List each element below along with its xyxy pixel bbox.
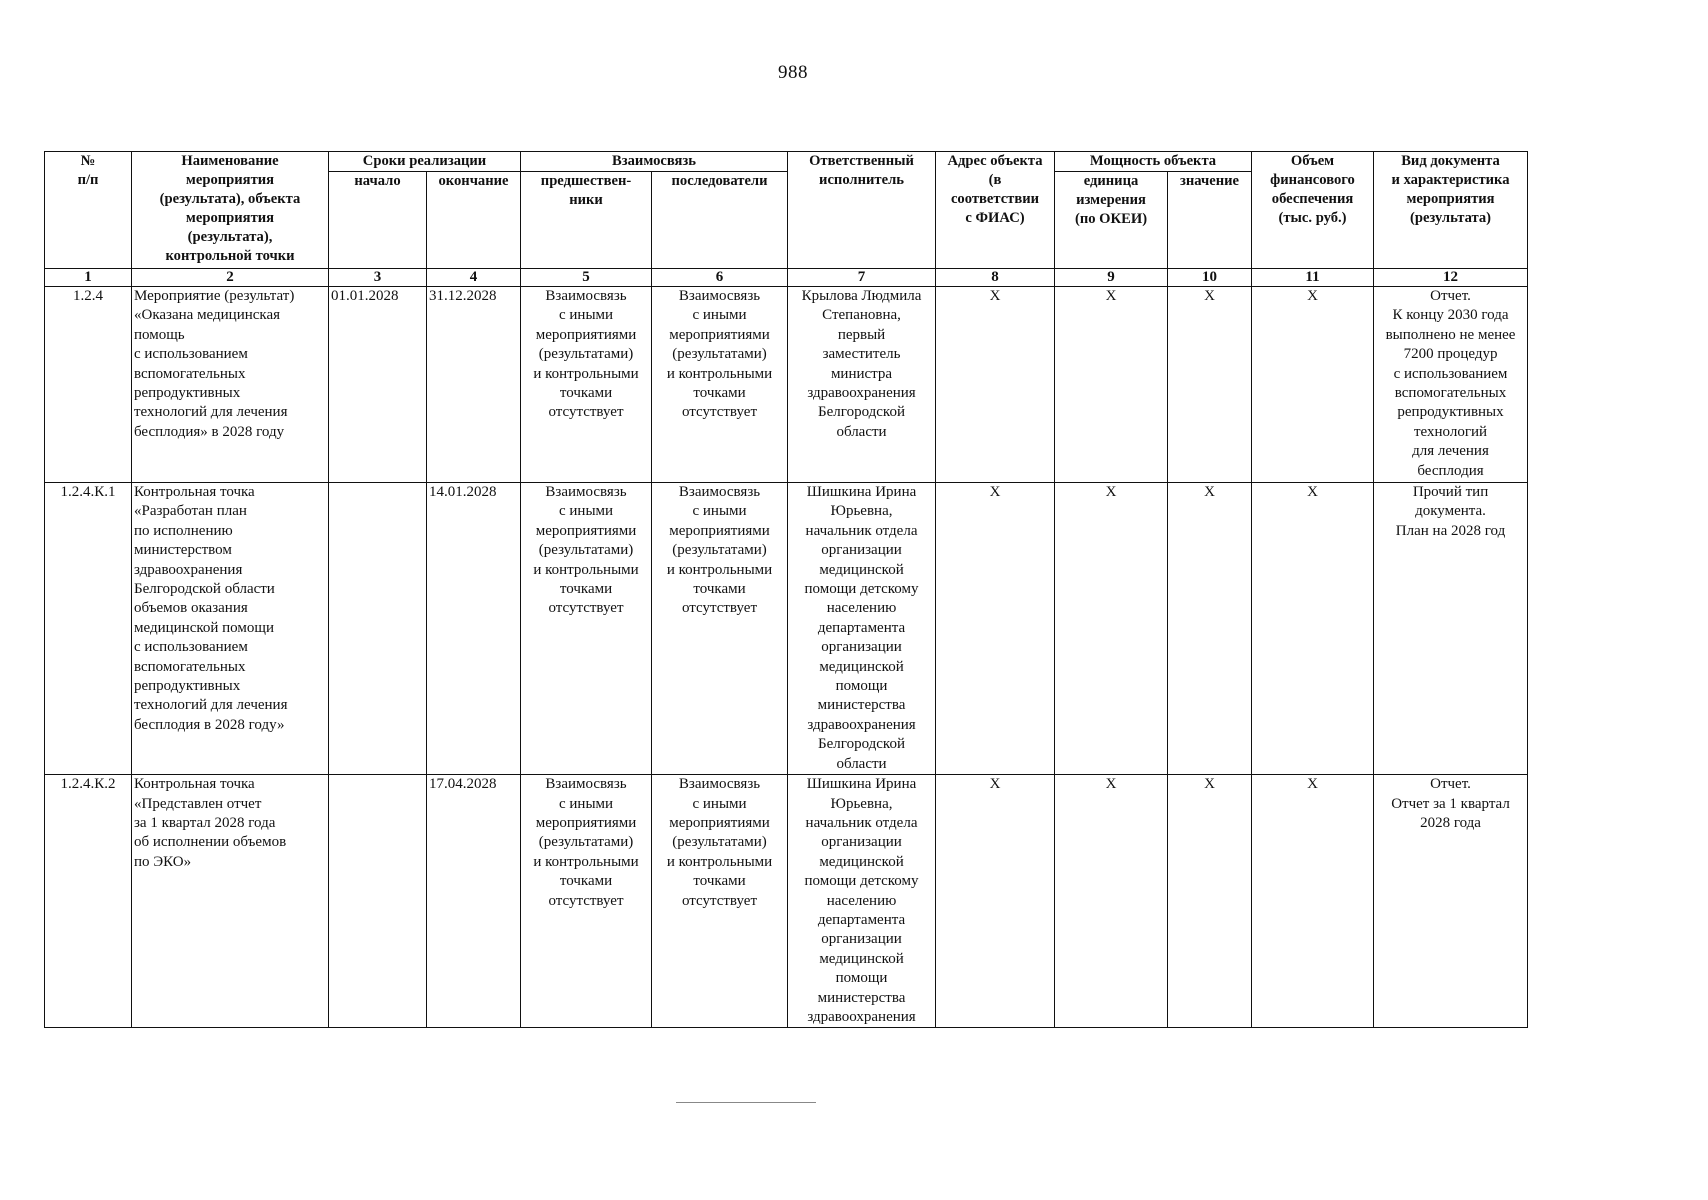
header-relation-prev: предшествен- ники [521,172,652,269]
row-unit [1055,483,1168,775]
row-finance [1252,483,1374,775]
table-row [45,775,1528,1028]
table-row [45,483,1528,775]
x-mark: X [989,288,1001,304]
x-mark: X [1307,484,1318,500]
header-relation: Взаимосвязь [521,152,788,172]
header-capacity: Мощность объекта [1055,152,1252,172]
row-responsible: Крылова Людмила Степановна, первый заместитель министра здравоохранения Белгородской области [788,287,936,483]
row-name: Контрольная точка «Представлен отчет за 1 квартал 2028 года об исполнении объемов по ЭКО» [132,775,329,1028]
x-mark: X [989,484,1001,500]
column-number: 2 [132,269,329,287]
row-end-date: 14.01.2028 [427,483,521,775]
column-number: 11 [1252,269,1374,287]
row-finance [1252,775,1374,1028]
column-numbers-row [45,269,1528,287]
x-mark: X [1307,776,1318,793]
header-relation-next: последователи [652,172,788,269]
row-address [936,775,1055,1028]
column-number: 5 [521,269,652,287]
row-unit [1055,287,1168,483]
row-value [1168,483,1252,775]
row-number: 1.2.4.К.2 [45,775,132,1028]
x-mark: X [1105,484,1117,500]
row-unit [1055,775,1168,1028]
row-document: Отчет. Отчет за 1 квартал 2028 года [1374,775,1528,1028]
header-terms-end: окончание [427,172,521,269]
header-name: Наименование мероприятия (результата), объекта мероприятия (результата), контрольной точки [132,152,329,269]
column-number: 8 [936,269,1055,287]
row-start-date [329,775,427,1028]
column-number: 1 [45,269,132,287]
x-mark: X [989,776,1001,793]
column-number: 4 [427,269,521,287]
row-number: 1.2.4.К.1 [45,483,132,775]
column-number: 9 [1055,269,1168,287]
row-end-date: 17.04.2028 [427,775,521,1028]
row-successors: Взаимосвязь с иными мероприятиями (результатами) и контрольными точками отсутствует [652,483,788,775]
row-address [936,483,1055,775]
column-number: 7 [788,269,936,287]
x-mark: X [1204,288,1215,304]
row-value [1168,287,1252,483]
row-predecessors: Взаимосвязь с иными мероприятиями (результатами) и контрольными точками отсутствует [521,775,652,1028]
header-address: Адрес объекта (в соответствии с ФИАС) [936,152,1055,269]
row-document: Отчет. К концу 2030 года выполнено не менее 7200 процедур с использованием вспомогательных репродуктивных технологий для лечения бесплодия [1374,287,1528,483]
header-capacity-unit: единица измерения (по ОКЕИ) [1055,172,1168,269]
row-successors: Взаимосвязь с иными мероприятиями (результатами) и контрольными точками отсутствует [652,287,788,483]
column-number: 6 [652,269,788,287]
header-finance: Объем финансового обеспечения (тыс. руб.) [1252,152,1374,269]
row-name: Контрольная точка «Разработан план по исполнению министерством здравоохранения Белгородской области объемов оказания медицинской помощи с использованием вспомогательных репродуктивных технологий для лечения бесплодия в 2028 году» [132,483,329,775]
x-mark: X [1105,776,1117,793]
row-predecessors: Взаимосвязь с иными мероприятиями (результатами) и контрольными точками отсутствует [521,483,652,775]
row-responsible: Шишкина Ирина Юрьевна, начальник отдела организации медицинской помощи детскому населению департамента организации медицинской помощи министерства здравоохранения [788,775,936,1028]
column-number: 12 [1374,269,1528,287]
x-mark: X [1105,288,1117,304]
header-no: № п/п [45,152,132,269]
row-address [936,287,1055,483]
column-number: 3 [329,269,427,287]
header-doc-type: Вид документа и характеристика мероприятия (результата) [1374,152,1528,269]
row-name: Мероприятие (результат) «Оказана медицинская помощь с использованием вспомогательных репродуктивных технологий для лечения бесплодия» в 2028 году [132,287,329,483]
scan-edge-line [676,1102,816,1103]
activities-table [44,151,1528,1028]
row-successors: Взаимосвязь с иными мероприятиями (результатами) и контрольными точками отсутствует [652,775,788,1028]
x-mark: X [1307,288,1318,304]
header-capacity-value: значение [1168,172,1252,269]
column-number: 10 [1168,269,1252,287]
header-row-1 [45,152,1528,172]
x-mark: X [1204,776,1215,793]
page-number: 988 [778,62,808,83]
row-end-date: 31.12.2028 [427,287,521,483]
row-predecessors: Взаимосвязь с иными мероприятиями (результатами) и контрольными точками отсутствует [521,287,652,483]
row-document: Прочий тип документа. План на 2028 год [1374,483,1528,775]
row-number: 1.2.4 [45,287,132,483]
row-start-date: 01.01.2028 [329,287,427,483]
header-terms-start: начало [329,172,427,269]
row-value [1168,775,1252,1028]
header-terms: Сроки реализации [329,152,521,172]
row-finance [1252,287,1374,483]
x-mark: X [1204,484,1215,500]
row-start-date [329,483,427,775]
table-row [45,287,1528,483]
row-responsible: Шишкина Ирина Юрьевна, начальник отдела организации медицинской помощи детскому населению департамента организации медицинской помощи министерства здравоохранения Белгородской области [788,483,936,775]
header-responsible: Ответственный исполнитель [788,152,936,269]
